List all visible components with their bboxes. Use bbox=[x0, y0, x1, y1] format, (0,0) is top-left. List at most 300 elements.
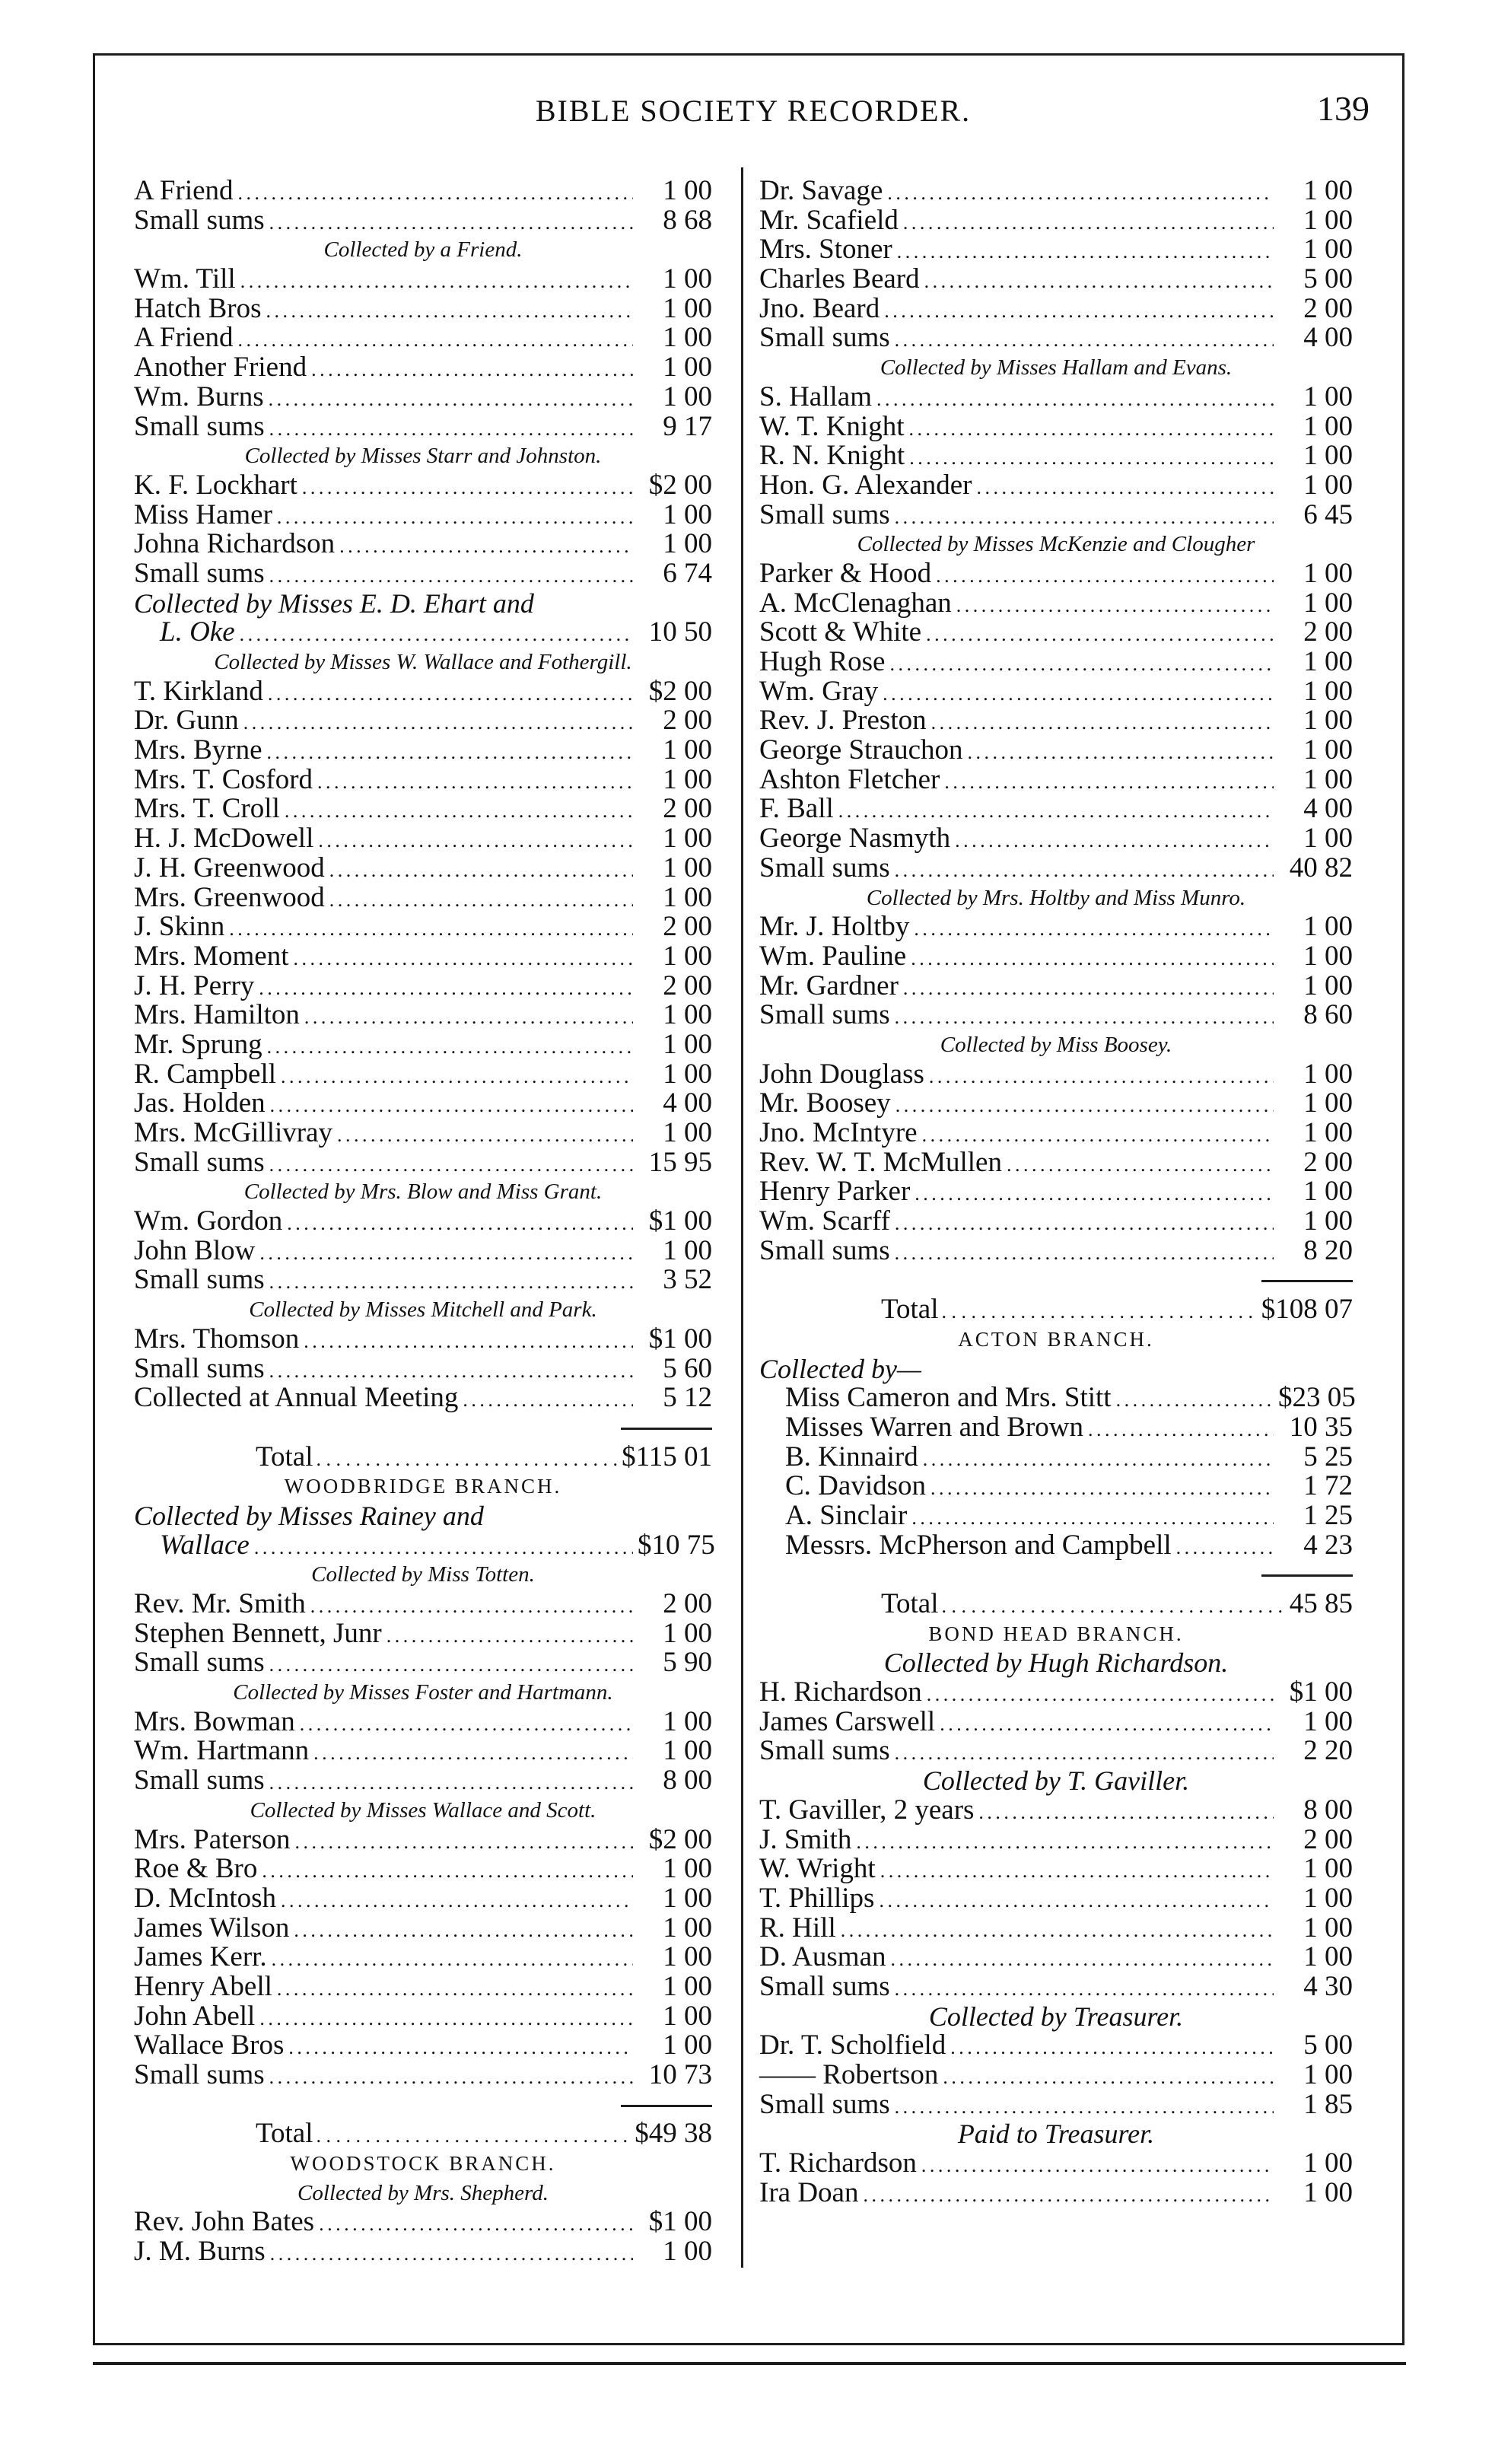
amount: 1 00 bbox=[663, 352, 712, 384]
contributor-name: K. F. Lockhart bbox=[134, 469, 297, 501]
dot-leader bbox=[304, 1001, 633, 1033]
amount: 1 00 bbox=[663, 999, 712, 1031]
amount: 1 00 bbox=[1303, 2176, 1353, 2208]
contribution-row bbox=[134, 824, 712, 854]
dot-leader bbox=[1116, 1383, 1274, 1415]
dot-leader bbox=[386, 1619, 633, 1651]
branch-heading: WOODBRIDGE BRANCH. bbox=[284, 1475, 562, 1498]
amount: 1 00 bbox=[663, 763, 712, 795]
contribution-row bbox=[759, 618, 1353, 648]
contributor-name: Mr. Boosey bbox=[759, 1087, 891, 1119]
contributor-name: Ira Doan bbox=[759, 2176, 859, 2208]
contributor-name: Scott & White bbox=[759, 616, 922, 648]
contributor-name: Small sums bbox=[134, 2059, 265, 2090]
contributor-name: C. Davidson bbox=[785, 1470, 926, 1502]
dot-leader bbox=[339, 530, 633, 562]
amount: $10 75 bbox=[638, 1529, 715, 1561]
collector-heading: Collected by Hugh Richardson. bbox=[883, 1647, 1229, 1679]
contribution-row bbox=[759, 1001, 1353, 1030]
amount: 1 00 bbox=[663, 1058, 712, 1090]
amount: 1 00 bbox=[1303, 911, 1353, 943]
contributor-name: T. Phillips bbox=[759, 1882, 875, 1914]
dot-leader bbox=[940, 1708, 1274, 1740]
contributor-name: Jno. Beard bbox=[759, 292, 880, 324]
contributor-name: Small sums bbox=[134, 1264, 265, 1296]
dot-leader bbox=[929, 1060, 1274, 1092]
contributor-name: Small sums bbox=[134, 557, 265, 589]
collector-heading: Collected by Misses Starr and Johnston. bbox=[244, 444, 602, 469]
contributor-name: Small sums bbox=[759, 999, 890, 1031]
amount: 1 00 bbox=[663, 175, 712, 206]
amount: 8 60 bbox=[1303, 999, 1353, 1031]
dot-leader bbox=[956, 589, 1274, 621]
contributor-name: Rev. John Bates bbox=[134, 2206, 315, 2238]
contribution-row bbox=[134, 736, 712, 766]
contributor-name: Small sums bbox=[134, 1352, 265, 1384]
contributor-name: T. Richardson bbox=[759, 2147, 917, 2179]
amount: 1 00 bbox=[663, 1912, 712, 1944]
dot-leader bbox=[895, 1972, 1274, 2004]
contribution-row bbox=[759, 2176, 1353, 2208]
dot-leader bbox=[269, 383, 633, 415]
dot-leader bbox=[266, 294, 634, 326]
amount: 1 00 bbox=[663, 823, 712, 855]
dot-leader bbox=[272, 1943, 633, 1975]
dot-leader bbox=[277, 1972, 633, 2004]
contribution-row bbox=[134, 1325, 712, 1355]
dot-leader bbox=[895, 2090, 1274, 2122]
contribution-row bbox=[759, 1678, 1353, 1708]
contribution-row bbox=[134, 177, 712, 206]
contribution-row bbox=[759, 648, 1353, 677]
dot-leader bbox=[931, 706, 1274, 738]
contribution-row bbox=[134, 1529, 715, 1561]
dot-leader bbox=[240, 618, 633, 650]
total-row bbox=[134, 1443, 712, 1472]
amount: 5 00 bbox=[1303, 263, 1353, 295]
contribution-row bbox=[134, 1383, 712, 1413]
dot-leader bbox=[1088, 1413, 1274, 1445]
column-divider bbox=[741, 167, 743, 2268]
amount: 1 00 bbox=[1303, 969, 1353, 1001]
dot-leader bbox=[930, 1472, 1274, 1504]
amount: 8 68 bbox=[663, 204, 712, 236]
contribution-row bbox=[134, 912, 712, 942]
contributor-name: Wm. Till bbox=[134, 263, 236, 295]
contribution-row bbox=[759, 942, 1353, 972]
dot-leader bbox=[268, 677, 633, 709]
contributor-name: F. Ball bbox=[759, 793, 834, 825]
amount: 1 00 bbox=[1303, 1205, 1353, 1237]
contribution-row bbox=[759, 294, 1353, 324]
amount: 1 00 bbox=[663, 1234, 712, 1266]
contribution-row bbox=[759, 1501, 1353, 1531]
amount: 4 00 bbox=[1303, 793, 1353, 825]
contributor-name: R. Campbell bbox=[134, 1058, 277, 1090]
contribution-row bbox=[134, 794, 712, 824]
contribution-row bbox=[134, 1737, 712, 1766]
contribution-row bbox=[759, 736, 1353, 766]
amount: 1 00 bbox=[663, 1970, 712, 2002]
contributor-name: —— Robertson bbox=[759, 2059, 939, 2090]
dot-leader bbox=[269, 1148, 633, 1180]
dot-leader bbox=[895, 1207, 1274, 1239]
dot-leader bbox=[955, 824, 1274, 856]
dot-leader bbox=[294, 942, 634, 974]
contributor-name: Small sums bbox=[759, 1735, 890, 1767]
contribution-row bbox=[134, 2002, 712, 2032]
amount: 9 17 bbox=[663, 410, 712, 442]
amount: 2 00 bbox=[1303, 292, 1353, 324]
dot-leader bbox=[903, 206, 1274, 238]
contributor-name: Ashton Fletcher bbox=[759, 763, 940, 795]
contribution-row bbox=[134, 1943, 712, 1972]
contributor-name: Miss Cameron and Mrs. Stitt bbox=[785, 1382, 1112, 1414]
amount: 1 00 bbox=[1303, 1882, 1353, 1914]
contributor-name: James Wilson bbox=[134, 1912, 290, 1944]
contribution-row bbox=[759, 2090, 1353, 2120]
contributor-name: Wallace bbox=[160, 1529, 250, 1561]
contribution-row bbox=[759, 1060, 1353, 1090]
contribution-row bbox=[759, 1854, 1353, 1884]
collector-heading: Collected by T. Gaviller. bbox=[922, 1765, 1190, 1797]
contributor-name: Mr. Sprung bbox=[134, 1028, 262, 1060]
collector-heading: Collected by Misses E. D. Ehart and bbox=[134, 587, 534, 619]
dot-leader bbox=[267, 736, 633, 768]
contribution-row bbox=[134, 1207, 712, 1237]
contributor-name: Mrs. Stoner bbox=[759, 234, 892, 266]
contributor-name: H. J. McDowell bbox=[134, 823, 314, 855]
contribution-row bbox=[134, 1001, 712, 1030]
contribution-row bbox=[134, 1060, 712, 1090]
contribution-row bbox=[134, 530, 712, 559]
dot-leader bbox=[267, 1030, 633, 1062]
dot-leader bbox=[978, 1796, 1274, 1828]
contributor-name: A. Sinclair bbox=[785, 1499, 908, 1531]
dot-leader bbox=[262, 1854, 633, 1886]
dot-leader bbox=[310, 1590, 633, 1622]
contribution-row bbox=[134, 2208, 712, 2237]
amount: 1 00 bbox=[663, 1882, 712, 1914]
contribution-row bbox=[759, 1089, 1353, 1119]
amount: 4 00 bbox=[663, 1087, 712, 1119]
amount: 1 00 bbox=[663, 322, 712, 354]
dot-leader bbox=[889, 648, 1274, 680]
dot-leader bbox=[977, 471, 1274, 503]
amount: 1 00 bbox=[663, 1941, 712, 1973]
amount: 4 00 bbox=[1303, 322, 1353, 354]
contribution-row bbox=[134, 498, 712, 530]
contribution-row bbox=[134, 618, 712, 648]
collector-heading: Collected by Misses Mitchell and Park. bbox=[249, 1297, 597, 1323]
dot-leader bbox=[295, 1826, 633, 1858]
sum-rule bbox=[759, 1265, 1353, 1295]
amount: 1 00 bbox=[1303, 1912, 1353, 1944]
contribution-row bbox=[134, 854, 712, 883]
dot-leader bbox=[287, 1207, 633, 1239]
amount: 5 00 bbox=[1303, 2029, 1353, 2061]
dot-leader bbox=[895, 1737, 1274, 1768]
amount: 1 00 bbox=[1303, 469, 1353, 501]
contributor-name: J. M. Burns bbox=[134, 2236, 266, 2268]
collector-heading: Collected by Misses McKenzie and Clougher bbox=[857, 532, 1255, 557]
contribution-row bbox=[134, 883, 712, 913]
contributor-name: George Strauchon bbox=[759, 734, 963, 766]
contributor-name: Mr. J. Holtby bbox=[759, 911, 910, 943]
contribution-row bbox=[759, 677, 1353, 707]
contributor-name: Small sums bbox=[134, 204, 265, 236]
dot-leader bbox=[891, 1943, 1274, 1975]
contributor-name: Wm. Scarff bbox=[759, 1205, 890, 1237]
amount: 1 00 bbox=[1303, 380, 1353, 412]
amount: 5 12 bbox=[663, 1382, 712, 1414]
contributor-name: Johna Richardson bbox=[134, 528, 336, 560]
contributor-name: Wm. Gray bbox=[759, 675, 879, 707]
dot-leader bbox=[883, 677, 1274, 709]
amount: 1 00 bbox=[663, 881, 712, 913]
dot-leader bbox=[911, 1501, 1274, 1533]
contribution-row bbox=[134, 1648, 712, 1678]
dot-leader bbox=[895, 1089, 1274, 1121]
dot-leader bbox=[909, 412, 1274, 444]
amount: 10 73 bbox=[648, 2059, 712, 2090]
contributor-name: John Abell bbox=[134, 2000, 256, 2032]
amount: 1 00 bbox=[1303, 2059, 1353, 2090]
total-label: Total bbox=[881, 1588, 939, 1619]
contribution-row bbox=[759, 412, 1353, 442]
dot-leader bbox=[269, 1648, 633, 1680]
contributor-name: W. T. Knight bbox=[759, 410, 905, 442]
contribution-row bbox=[759, 235, 1353, 265]
dot-leader bbox=[924, 265, 1274, 297]
amount: 5 25 bbox=[1303, 1441, 1353, 1472]
contributor-name: Mr. Gardner bbox=[759, 969, 899, 1001]
contributor-name: Mrs. T. Croll bbox=[134, 793, 280, 825]
contribution-row bbox=[134, 706, 712, 736]
collector-heading: Collected by Misses Hallam and Evans. bbox=[880, 355, 1233, 380]
dot-leader bbox=[317, 766, 633, 797]
amount: 1 00 bbox=[1303, 675, 1353, 707]
contributor-name: Wm. Hartmann bbox=[134, 1735, 310, 1767]
contributor-name: Small sums bbox=[759, 498, 890, 530]
contributor-name: J. H. Perry bbox=[134, 969, 255, 1001]
contributor-name: Rev. W. T. McMullen bbox=[759, 1146, 1002, 1178]
left-column bbox=[134, 175, 715, 2268]
contribution-row bbox=[134, 412, 712, 442]
contributor-name: Small sums bbox=[759, 1234, 890, 1266]
amount: $1 00 bbox=[648, 2206, 712, 2238]
amount: 1 00 bbox=[1303, 2147, 1353, 2179]
contribution-row bbox=[759, 1413, 1353, 1443]
contribution-row bbox=[759, 1737, 1353, 1766]
contribution-row bbox=[759, 854, 1353, 883]
contribution-row bbox=[134, 265, 712, 294]
contribution-row bbox=[134, 2061, 712, 2090]
contribution-row bbox=[759, 1148, 1353, 1178]
contribution-row bbox=[134, 1823, 712, 1855]
amount: 1 00 bbox=[663, 2029, 712, 2061]
contribution-row bbox=[134, 942, 712, 972]
contributor-name: Hon. G. Alexander bbox=[759, 469, 972, 501]
dot-leader bbox=[915, 1177, 1274, 1209]
contributor-name: Mrs. Byrne bbox=[134, 734, 262, 766]
contributor-name: Mrs. McGillivray bbox=[134, 1117, 333, 1148]
dot-leader bbox=[319, 2208, 633, 2240]
dot-leader bbox=[229, 912, 633, 944]
contributor-name: W. Wright bbox=[759, 1853, 876, 1885]
amount: 1 00 bbox=[1303, 734, 1353, 766]
amount: 1 00 bbox=[1303, 823, 1353, 855]
contributor-name: R. N. Knight bbox=[759, 440, 905, 472]
amount: 1 00 bbox=[1303, 1705, 1353, 1737]
contribution-row bbox=[759, 1443, 1353, 1472]
contribution-row bbox=[134, 1972, 712, 2002]
contribution-row bbox=[134, 1119, 712, 1148]
total-amount: 45 85 bbox=[1289, 1588, 1353, 1619]
amount: 1 00 bbox=[663, 263, 712, 295]
contributor-name: Hugh Rose bbox=[759, 646, 886, 677]
amount: 1 00 bbox=[663, 1028, 712, 1060]
contributor-name: Another Friend bbox=[134, 352, 307, 384]
amount: 1 00 bbox=[1303, 1853, 1353, 1885]
contribution-row bbox=[134, 1148, 712, 1178]
amount: 1 00 bbox=[663, 1617, 712, 1649]
contributor-name: D. McIntosh bbox=[134, 1882, 277, 1914]
total-label: Total bbox=[256, 2118, 313, 2150]
total-label: Total bbox=[256, 1441, 313, 1472]
contribution-row bbox=[759, 1796, 1353, 1826]
dot-leader bbox=[887, 177, 1274, 209]
total-label: Total bbox=[881, 1294, 939, 1326]
contribution-row bbox=[759, 1234, 1353, 1266]
dot-leader bbox=[254, 1531, 633, 1563]
collector-heading: Collected by— bbox=[759, 1353, 921, 1384]
dot-leader bbox=[942, 1295, 1258, 1327]
dot-leader bbox=[1176, 1531, 1274, 1563]
collector-heading: Collected by Misses Wallace and Scott. bbox=[250, 1797, 596, 1823]
contributor-name: Messrs. McPherson and Campbell bbox=[785, 1529, 1172, 1561]
dot-leader bbox=[304, 1325, 633, 1357]
contributor-name: T. Gaviller, 2 years bbox=[759, 1794, 975, 1826]
contributor-name: H. Richardson bbox=[759, 1676, 922, 1708]
contribution-row bbox=[759, 1972, 1353, 2002]
sum-rule bbox=[759, 1560, 1353, 1590]
contribution-row bbox=[134, 677, 712, 707]
contributor-name: Henry Parker bbox=[759, 1176, 911, 1208]
total-row bbox=[759, 1295, 1353, 1325]
contribution-row bbox=[759, 1531, 1353, 1561]
amount: 6 45 bbox=[1303, 498, 1353, 530]
amount: 6 74 bbox=[663, 557, 712, 589]
dot-leader bbox=[921, 2149, 1274, 2181]
collector-heading: Collected by Miss Totten. bbox=[311, 1562, 535, 1587]
contributor-name: R. Hill bbox=[759, 1912, 836, 1944]
contributor-name: L. Oke bbox=[160, 616, 235, 648]
collector-heading: Collected by Misses Foster and Hartmann. bbox=[233, 1680, 613, 1705]
dot-leader bbox=[269, 412, 633, 444]
contribution-row bbox=[134, 763, 712, 795]
contribution-row bbox=[134, 294, 712, 324]
dot-leader bbox=[285, 794, 633, 826]
contribution-row bbox=[759, 441, 1353, 471]
dot-leader bbox=[318, 824, 633, 856]
amount: 1 00 bbox=[663, 1853, 712, 1885]
amount: 1 00 bbox=[1303, 763, 1353, 795]
amount: $1 00 bbox=[1289, 1676, 1353, 1708]
contribution-row bbox=[134, 1705, 712, 1737]
contribution-row bbox=[134, 323, 712, 353]
amount: 1 00 bbox=[663, 528, 712, 560]
amount: 2 00 bbox=[663, 705, 712, 737]
dot-leader bbox=[838, 794, 1274, 826]
dot-leader bbox=[270, 2237, 633, 2269]
contributor-name: Stephen Bennett, Junr bbox=[134, 1617, 382, 1649]
sum-rule bbox=[134, 1413, 712, 1443]
dot-leader bbox=[281, 1884, 633, 1916]
contributor-name: D. Ausman bbox=[759, 1941, 886, 1973]
amount: 1 00 bbox=[663, 292, 712, 324]
dot-leader bbox=[300, 1708, 633, 1740]
contributor-name: Jas. Holden bbox=[134, 1087, 266, 1119]
collector-heading: Collected by Miss Boosey. bbox=[940, 1032, 1172, 1057]
contribution-row bbox=[134, 206, 712, 236]
collector-heading: Paid to Treasurer. bbox=[957, 2119, 1155, 2150]
contributor-name: Small sums bbox=[759, 322, 890, 354]
dot-leader bbox=[856, 1826, 1274, 1858]
amount: 1 00 bbox=[1303, 1058, 1353, 1090]
amount: 1 00 bbox=[1303, 1176, 1353, 1208]
contribution-row bbox=[759, 265, 1353, 294]
amount: $1 00 bbox=[648, 1323, 712, 1355]
dot-leader bbox=[259, 1237, 633, 1269]
dot-leader bbox=[895, 501, 1274, 533]
contributor-name: Small sums bbox=[134, 410, 265, 442]
contributor-name: J. Smith bbox=[759, 1823, 852, 1855]
dot-leader bbox=[317, 1443, 619, 1475]
amount: 5 90 bbox=[663, 1647, 712, 1679]
contribution-row bbox=[134, 471, 712, 501]
contributor-name: Parker & Hood bbox=[759, 557, 932, 589]
contributor-name: Dr. T. Scholfield bbox=[759, 2029, 946, 2061]
contributor-name: Mrs. Greenwood bbox=[134, 881, 325, 913]
amount: 1 00 bbox=[1303, 175, 1353, 206]
contributor-name: Mrs. Moment bbox=[134, 940, 289, 972]
contributor-name: Small sums bbox=[134, 1647, 265, 1679]
amount: $2 00 bbox=[648, 675, 712, 707]
contributor-name: Miss Hamer bbox=[134, 498, 272, 530]
contribution-row bbox=[759, 589, 1353, 619]
amount: 1 00 bbox=[1303, 646, 1353, 677]
contributor-name: Small sums bbox=[759, 852, 890, 883]
amount: 1 00 bbox=[1303, 204, 1353, 236]
contribution-row bbox=[759, 1943, 1353, 1972]
contribution-row bbox=[759, 471, 1353, 501]
amount: $23 05 bbox=[1278, 1382, 1356, 1414]
contributor-name: Collected at Annual Meeting bbox=[134, 1382, 459, 1414]
contributor-name: A. McClenaghan bbox=[759, 587, 952, 619]
branch-heading: ACTON BRANCH. bbox=[958, 1327, 1154, 1351]
dot-leader bbox=[897, 235, 1274, 267]
dot-leader bbox=[329, 883, 633, 915]
contributor-name: S. Hallam bbox=[759, 380, 872, 412]
dot-leader bbox=[329, 854, 633, 886]
contributor-name: Mr. Scafield bbox=[759, 204, 899, 236]
collector-heading: Collected by Treasurer. bbox=[928, 2001, 1184, 2032]
amount: 2 00 bbox=[663, 1588, 712, 1619]
amount: 1 00 bbox=[663, 1705, 712, 1737]
contribution-row bbox=[759, 2061, 1353, 2090]
contribution-row bbox=[759, 323, 1353, 353]
